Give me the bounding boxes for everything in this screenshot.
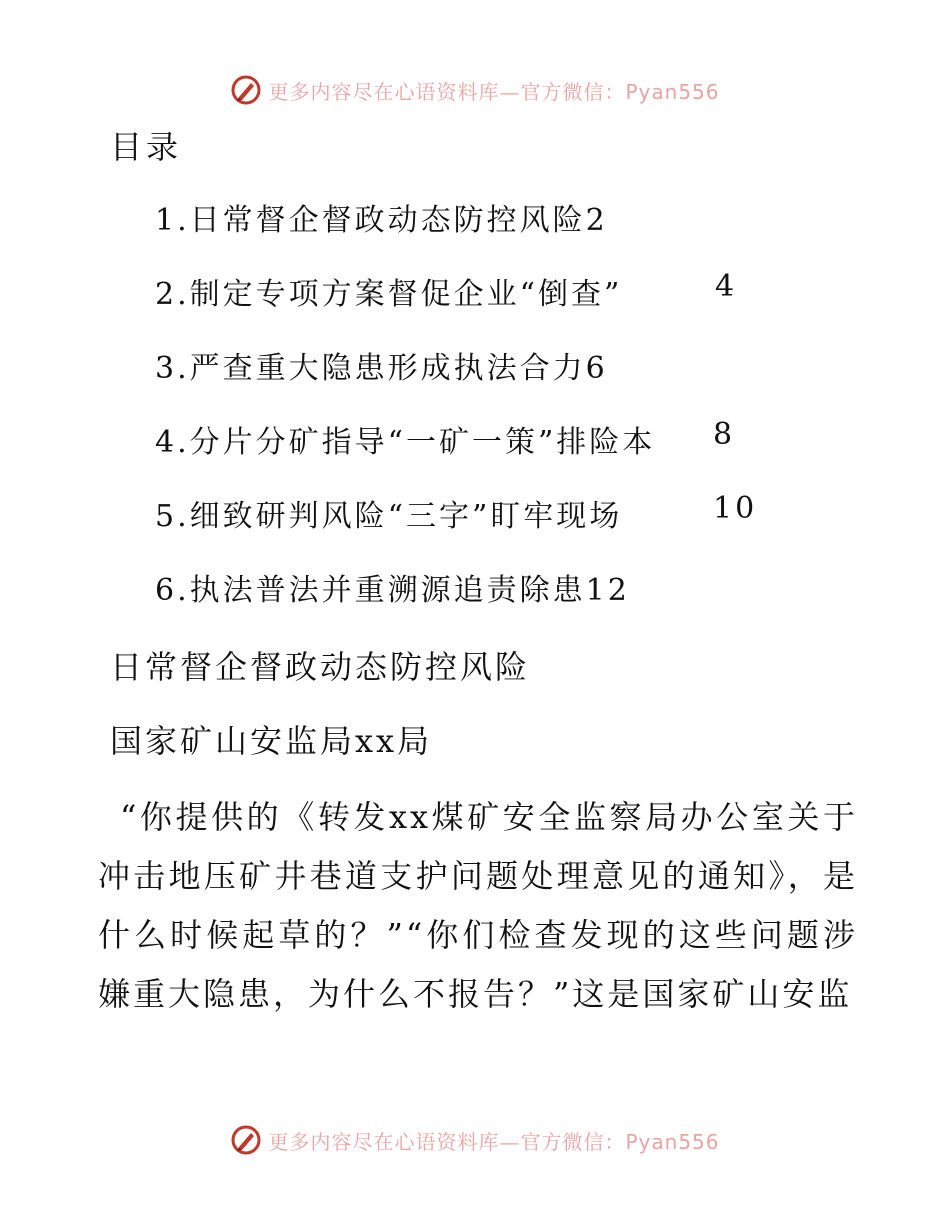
toc-item[interactable]: 3.严查重大隐患形成执法合力6 — [155, 351, 608, 386]
pen-logo-icon — [230, 74, 262, 106]
toc-item[interactable]: 1.日常督企督政动态防控风险2 — [155, 203, 608, 238]
toc-list — [155, 195, 795, 639]
watermark-footer — [0, 1120, 950, 1160]
article-title: 日常督企督政动态防控风险 — [110, 648, 531, 686]
toc-item[interactable]: 6.执法普法并重溯源追责除患12 — [155, 573, 630, 608]
article-author: 国家矿山安监局xx局 — [110, 722, 433, 760]
watermark-text: 更多内容尽在心语资料库—官方微信：Pyan556 — [268, 79, 720, 104]
watermark-text: 更多内容尽在心语资料库—官方微信：Pyan556 — [268, 1129, 720, 1154]
toc-item[interactable]: 2.制定专项方案督促企业“倒查” 4 — [155, 269, 738, 312]
toc-title: 目录 — [110, 128, 183, 166]
body-paragraph: “你提供的《转发xx煤矿安全监察局办公室关于冲击地压矿井巷道支护问题处理意见的通知》，是什么时候起草的？”“你们检查发现的这些问题涉嫌重大隐患，为什么不报告？”这是国家矿山安监 — [98, 798, 858, 1013]
pen-logo-icon — [230, 1124, 262, 1156]
watermark-header — [0, 70, 950, 110]
toc-item[interactable]: 5.细致研判风险“三字”盯牢现场 10 — [155, 491, 758, 534]
toc-item[interactable]: 4.分片分矿指导“一矿一策”排险本 8 — [155, 417, 736, 460]
